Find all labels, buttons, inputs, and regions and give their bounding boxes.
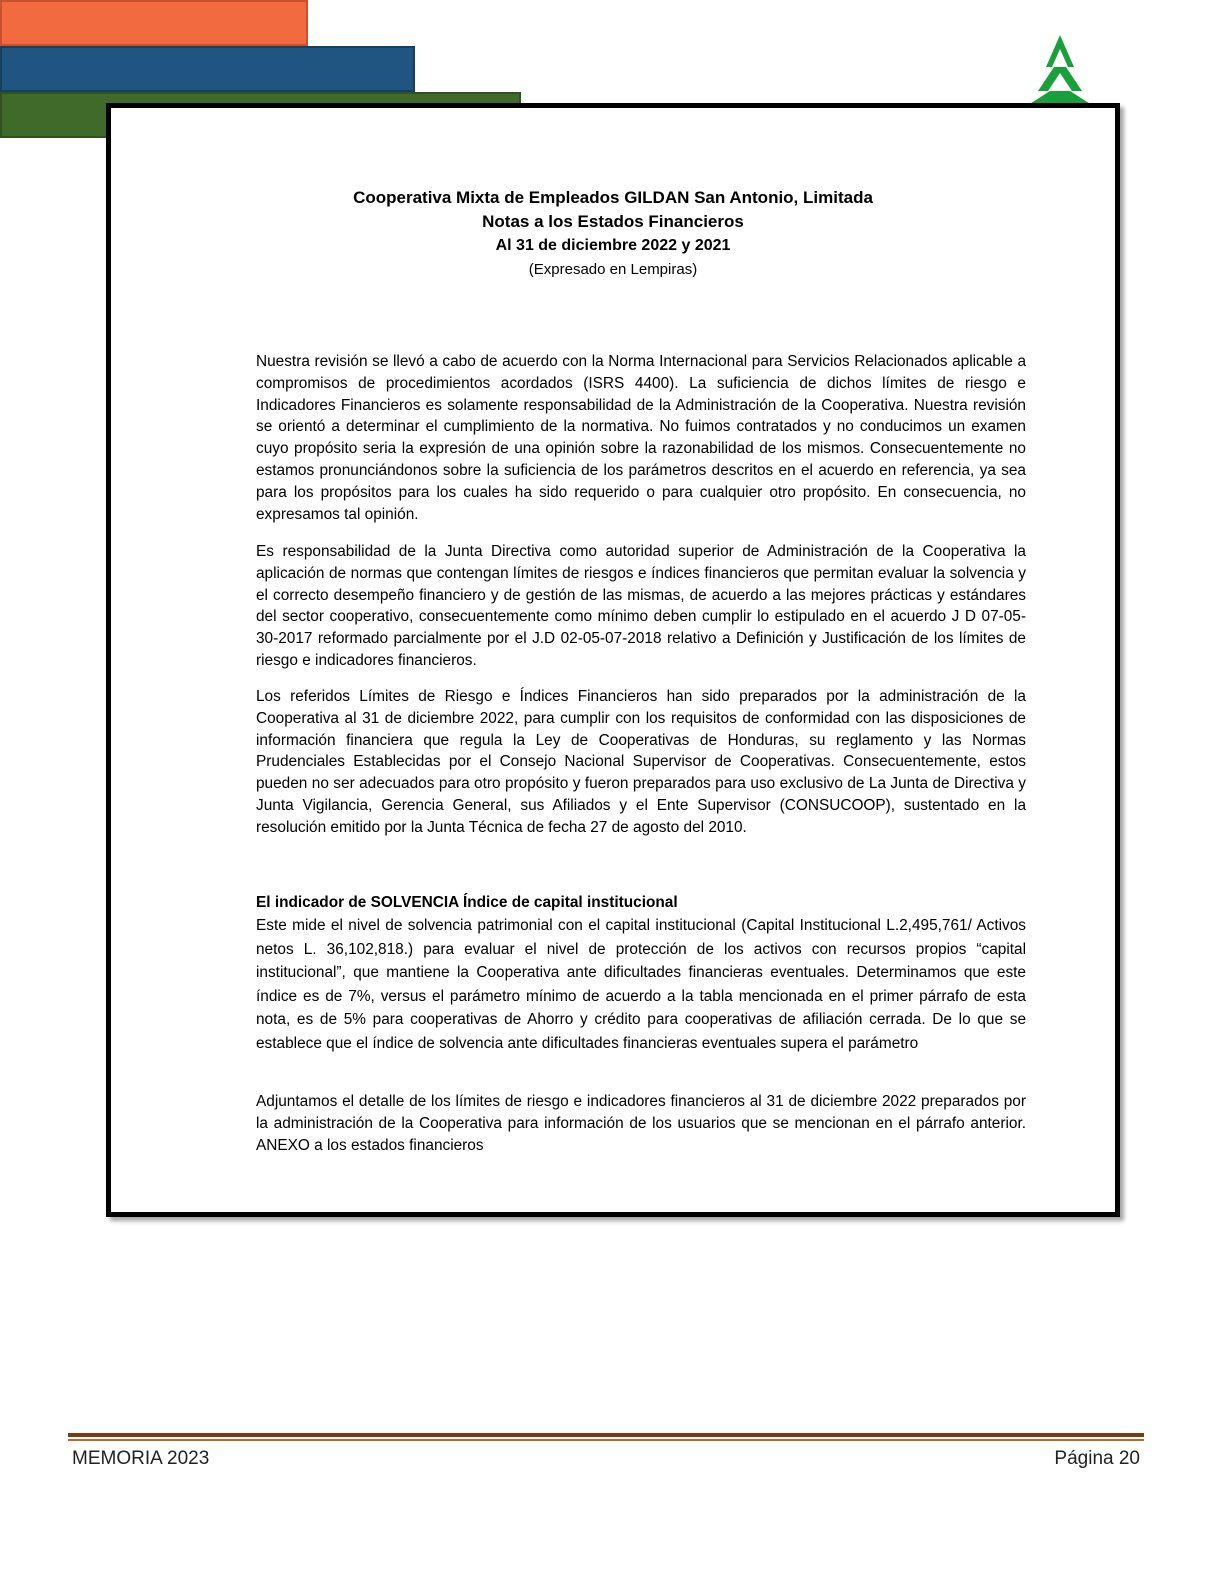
paragraph-annex: Adjuntamos el detalle de los límites de riesgo e indicadores financieros al 31 de diciembre 2022 preparados por la administración de la Cooperativa para información de los usuarios que se mencionan en el párrafo anterior. ANEXO a los estados financieros [256, 1093, 1026, 1154]
document-frame [106, 103, 1120, 1217]
document-date: Al 31 de diciembre 2022 y 2021 [495, 237, 731, 254]
document-header [111, 186, 1115, 282]
tree-logo-icon [1020, 33, 1100, 105]
document-subtitle: Notas a los Estados Financieros [482, 212, 744, 231]
paragraph-responsibility: Es responsabilidad de la Junta Directiva como autoridad superior de Administración de la Cooperativa la aplicación de normas que contengan límites de riesgos e índices financieros que permitan evaluar la solvencia y el correcto desempeño financiero y de gestión de las mismas, de acuerdo a las mejores prácticas y estándares del sector cooperativo, consecuentemente como mínimo deben cumplir lo estipulado en el acuerdo J D 07-05-30-2017 reformado parcialmente por el J.D 02-05-07-2018 relativo a Definición y Justificación de los límites de riesgo e indicadores financieros. [256, 543, 1026, 669]
header-blue-bar [0, 46, 415, 92]
footer-rule-thin [68, 1439, 1144, 1441]
paragraph-review: Nuestra revisión se llevó a cabo de acuerdo con la Norma Internacional para Servicios Relacionados aplicable a compromisos de procedimientos acordados (ISRS 4400). La suficiencia de dichos límites de riesgo e Indicadores Financieros es solamente responsabilidad de la Administración de la Cooperativa. Nuestra revisión se orientó a determinar el cumplimiento de la normativa. No fuimos contratados y no conducimos un examen cuyo propósito seria la expresión de una opinión sobre la razonabilidad de los mismos. Consecuentemente no estamos pronunciándonos sobre la suficiencia de los parámetros descritos en el acuerdo en referencia, ya sea para los propósitos para los cuales ha sido requerido o para cualquier otro propósito. En consecuencia, no expresamos tal opinión. [256, 353, 1026, 523]
paragraph-limits: Los referidos Límites de Riesgo e Índices Financieros han sido preparados por la administración de la Cooperativa al 31 de diciembre 2022, para cumplir con los requisitos de conformidad con las disposiciones de información financiera que regula la Ley de Cooperativas de Honduras, su reglamento y las Normas Prudenciales Establecidas por el Consejo Nacional Supervisor de Cooperativas. Consecuentemente, estos pueden no ser adecuados para otro propósito y fueron preparados para uso exclusivo de La Junta de Directiva y Junta Vigilancia, Gerencia General, sus Afiliados y el Ente Supervisor (CONSUCOOP), sustentado en la resolución emitido por la Junta Técnica de fecha 27 de agosto del 2010. [256, 688, 1026, 836]
page-number: Página 20 [1054, 1448, 1140, 1469]
header-orange-bar [0, 0, 308, 46]
footer-memoria: MEMORIA 2023 [72, 1448, 210, 1469]
document-title: Cooperativa Mixta de Empleados GILDAN San Antonio, Limitada [353, 188, 873, 207]
currency-note: (Expresado en Lempiras) [528, 261, 698, 278]
footer-rule [68, 1433, 1144, 1437]
paragraph-solvency: Este mide el nivel de solvencia patrimonial con el capital institucional (Capital Institucional L.2,495,761/ Activos netos L. 36,102,818.) para evaluar el nivel de protección de los activos con recursos propios “capital institucional”, que mantiene la Cooperativa ante dificultades financieras eventuales. Determinamos que este índice es de 7%, versus el parámetro mínimo de acuerdo a la tabla mencionada en el primer párrafo de esta nota, es de 5% para cooperativas de Ahorro y crédito para cooperativas de afiliación cerrada. De lo que se establece que el índice de solvencia ante dificultades financieras eventuales supera el parámetro [256, 917, 1026, 1052]
section-title: El indicador de SOLVENCIA Índice de capital institucional [256, 894, 678, 911]
